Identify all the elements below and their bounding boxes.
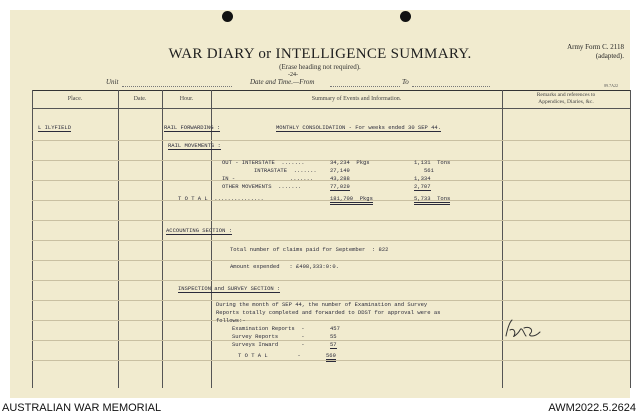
rail-total-packages: 181,700 Pkgs (330, 195, 373, 205)
table-head-rule (32, 108, 630, 109)
in-packages: 43,288 (330, 175, 350, 182)
column-header-remarks (502, 92, 630, 106)
survey-reports-value: 55 (330, 333, 337, 340)
other-movements-tons: 2,707 (414, 183, 431, 190)
monthly-consolidation-heading: MONTHLY CONSOLIDATION - For weeks ended 30 SEP 44. (276, 124, 442, 131)
in-dots: ....... (290, 175, 314, 182)
accounting-section-heading: ACCOUNTING SECTION : (166, 227, 233, 234)
other-movements-packages: 77,029 (330, 183, 350, 190)
archive-name: AUSTRALIAN WAR MEMORIAL (2, 402, 162, 414)
claims-paid-line: Total number of claims paid for September : 822 (230, 246, 389, 253)
other-movements-label: OTHER MOVEMENTS ....... (222, 183, 302, 190)
inspection-paragraph-line: follows:- (216, 317, 246, 324)
inspection-total-label: T O T A L - (238, 352, 301, 359)
from-line (330, 86, 400, 87)
army-form-number (567, 43, 624, 61)
archive-reference: AWM2022.5.2624 (548, 402, 636, 414)
column-header-hour: Hour. (179, 96, 194, 102)
in-label: IN - (222, 175, 236, 182)
divider-place-date (118, 90, 119, 388)
divider-date-hour (162, 90, 163, 388)
column-header-date: Date. (133, 96, 147, 102)
army-form-adapted: (adapted). (595, 52, 624, 60)
table-top-rule (32, 90, 630, 91)
date-label: Date and Time.—From (250, 78, 315, 86)
inspection-paragraph-line: During the month of SEP 44, the number of Examination and Survey (216, 301, 428, 308)
to-label: To (402, 78, 409, 86)
surveys-inward-label: Surveys Inward - (232, 341, 305, 348)
inspection-section-heading: INSPECTION and SURVEY SECTION : (178, 285, 281, 292)
inspection-total-value: 569 (326, 352, 336, 362)
ruled-line (32, 280, 630, 281)
survey-reports-label: Survey Reports - (232, 333, 305, 340)
army-form-line: Army Form C. 2118 (567, 43, 624, 51)
rail-movements-heading: RAIL MOVEMENTS : (168, 142, 221, 149)
inspection-paragraph-line: Reports totally completed and forwarded to DDST for approval were as (216, 309, 441, 316)
table-left-border (32, 90, 33, 388)
intrastate-tons: 561 (424, 167, 434, 174)
form-code: 89.7A22 (604, 83, 618, 88)
punch-hole-left (222, 11, 233, 22)
table-right-border (630, 90, 631, 388)
unit-line (122, 86, 232, 87)
divider-summary-remarks (502, 90, 503, 388)
to-line (412, 86, 490, 87)
place-entry: L ILYFIELD (38, 124, 72, 131)
ruled-line (32, 240, 630, 241)
remarks-header-line1: Remarks and references to (536, 92, 596, 98)
amount-expended-line: Amount expended : £408,333:0:0. (230, 263, 339, 270)
archive-footer (0, 400, 640, 416)
out-interstate-packages: 34,234 Pkgs (330, 159, 370, 166)
remarks-header-line2: Appendices, Diaries, &c. (538, 99, 594, 105)
examination-reports-label: Examination Reports - (232, 325, 305, 332)
handwritten-initials-signature (500, 316, 546, 342)
ruled-line (32, 220, 630, 221)
intrastate-label: INTRASTATE ....... (254, 167, 317, 174)
ruled-line (32, 260, 630, 261)
form-title: WAR DIARY or INTELLIGENCE SUMMARY. (168, 46, 472, 62)
column-header-summary: Summary of Events and Information. (311, 96, 402, 102)
out-interstate-label: OUT - INTERSTATE ....... (222, 159, 305, 166)
rail-forwarding-heading: RAIL FORWARDING : (164, 124, 221, 131)
ruled-line (32, 140, 630, 141)
surveys-inward-value: 57 (330, 341, 337, 348)
handwritten-date: -24- (288, 72, 298, 78)
unit-label: Unit (106, 78, 119, 86)
out-interstate-tons: 1,131 Tons (414, 159, 451, 166)
form-subtitle: (Erase heading not required). (279, 63, 361, 71)
in-tons: 1,334 (414, 175, 431, 182)
examination-reports-value: 457 (330, 325, 340, 332)
rail-total-label: T O T A L ............... (178, 195, 264, 202)
divider-hour-summary (211, 90, 212, 388)
column-header-place: Place. (67, 96, 83, 102)
intrastate-packages: 27,149 (330, 167, 350, 174)
rail-total-tons: 5,733 Tons (414, 195, 450, 205)
punch-hole-right (400, 11, 411, 22)
